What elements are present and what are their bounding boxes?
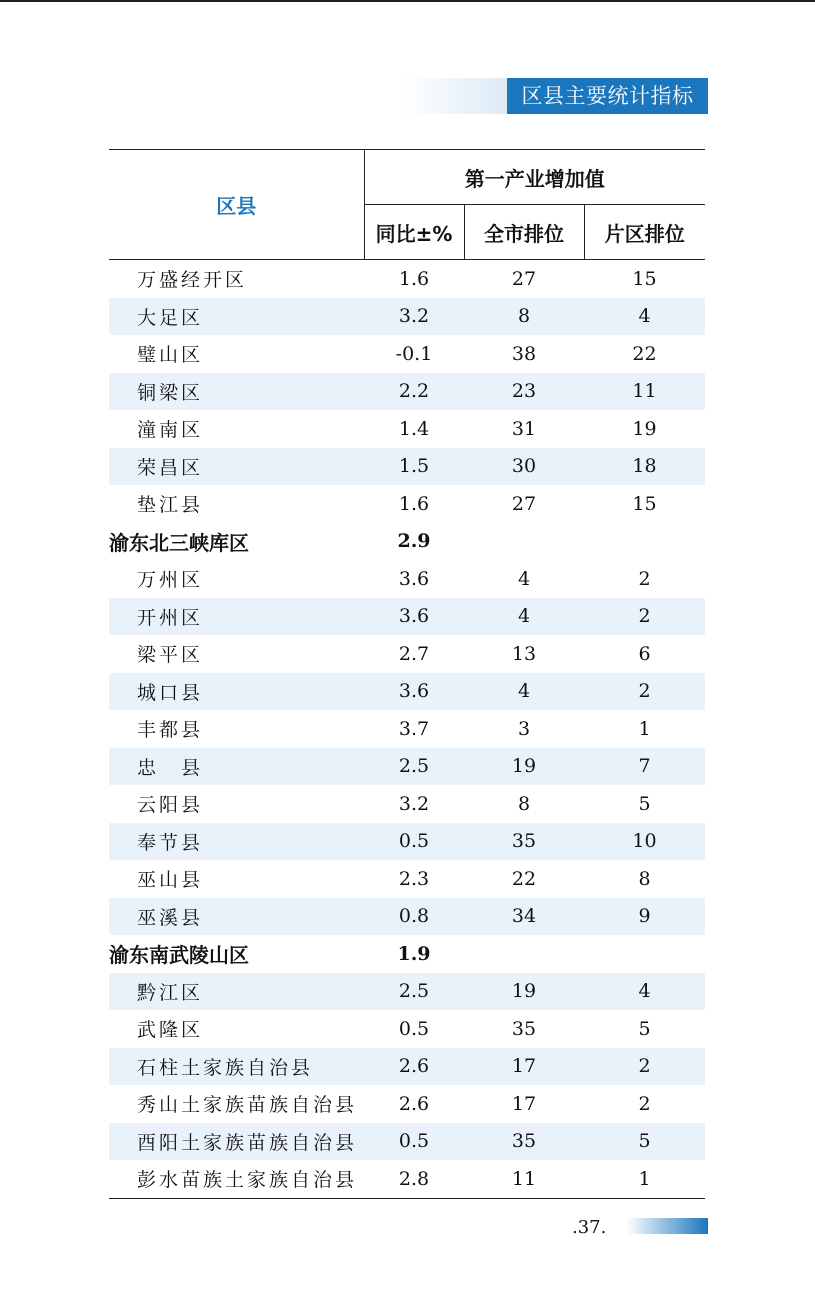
county-name-cell: 巫溪县: [109, 898, 364, 936]
table-row: [109, 1123, 705, 1161]
group-row: [109, 935, 705, 973]
area-rank-cell: 5: [638, 1017, 651, 1040]
county-name-cell: 万盛经开区: [137, 269, 248, 292]
city-rank-cell: 19: [464, 748, 584, 786]
yoy-cell: 2.6: [364, 1048, 464, 1086]
top-rule: [0, 0, 815, 2]
group-row: [109, 523, 705, 561]
column-header-area-rank: 片区排位: [584, 205, 705, 260]
yoy-cell: 2.3: [398, 867, 430, 890]
yoy-cell: 2.7: [398, 642, 430, 665]
city-rank-cell: [464, 935, 584, 973]
yoy-cell: 3.6: [364, 598, 464, 636]
county-name-cell: 酉阳土家族苗族自治县: [109, 1123, 364, 1161]
area-rank-cell: 4: [584, 973, 705, 1011]
city-rank-cell: 11: [464, 1160, 584, 1198]
table-row: [109, 710, 705, 748]
yoy-cell: 2.8: [364, 1160, 464, 1198]
table-row: [109, 485, 705, 523]
county-name-cell: 彭水苗族土家族自治县: [109, 1160, 364, 1198]
table-row: [109, 823, 705, 861]
area-rank-cell: 2: [584, 1048, 705, 1086]
column-header-city-rank: 全市排位: [464, 205, 584, 260]
area-rank-cell: 22: [632, 342, 657, 365]
city-rank-cell: 38: [511, 342, 537, 365]
yoy-cell: 2.2: [364, 373, 464, 411]
county-name-cell: 忠 县: [109, 748, 364, 786]
area-rank-cell: 2: [638, 1092, 651, 1115]
yoy-cell: 0.8: [364, 898, 464, 936]
table-row: [109, 1160, 705, 1198]
county-name-cell: 渝东南武陵山区: [109, 943, 249, 968]
table-row: [109, 373, 705, 411]
yoy-cell: 2.6: [398, 1092, 430, 1115]
city-rank-cell: 4: [464, 598, 584, 636]
table-row: [109, 860, 705, 898]
table-row: [109, 598, 705, 636]
county-name-cell: 梁平区: [137, 644, 204, 667]
county-name-cell: 潼南区: [137, 419, 204, 442]
table-row: [109, 335, 705, 373]
city-rank-cell: 27: [511, 267, 537, 290]
county-name-cell: 开州区: [109, 598, 364, 636]
city-rank-cell: 8: [464, 298, 584, 336]
table-row: [109, 448, 705, 486]
section-title: 区县主要统计指标: [507, 78, 708, 114]
city-rank-cell: 22: [511, 867, 537, 890]
city-rank-cell: 30: [464, 448, 584, 486]
county-name-cell: 秀山土家族苗族自治县: [137, 1094, 358, 1117]
table-row: [109, 298, 705, 336]
county-name-cell: 万州区: [137, 569, 204, 592]
column-header-group: 第一产业增加值: [364, 150, 705, 205]
table-row: [109, 410, 705, 448]
table-row: [109, 635, 705, 673]
city-rank-cell: 35: [511, 1017, 537, 1040]
county-name-cell: 渝东北三峡库区: [109, 530, 249, 555]
city-rank-cell: 3: [517, 717, 531, 740]
yoy-cell: 0.5: [364, 823, 464, 861]
header-gradient-band: [400, 78, 510, 114]
yoy-cell: 3.6: [364, 673, 464, 711]
table-row: [109, 973, 705, 1011]
city-rank-cell: 17: [464, 1048, 584, 1086]
county-name-cell: 铜梁区: [109, 373, 364, 411]
city-rank-cell: 19: [464, 973, 584, 1011]
area-rank-cell: 2: [584, 598, 705, 636]
yoy-cell: 3.7: [398, 717, 430, 740]
area-rank-cell: 1: [584, 1160, 705, 1198]
area-rank-cell: 5: [584, 1123, 705, 1161]
area-rank-cell: 1: [638, 717, 651, 740]
table-row: [109, 748, 705, 786]
area-rank-cell: 11: [584, 373, 705, 411]
table-row: [109, 898, 705, 936]
area-rank-cell: 7: [584, 748, 705, 786]
area-rank-cell: [584, 523, 705, 561]
city-rank-cell: 8: [517, 792, 531, 815]
area-rank-cell: 8: [638, 867, 651, 890]
county-name-cell: 云阳县: [137, 794, 204, 817]
yoy-cell: 0.5: [364, 1123, 464, 1161]
yoy-cell: 0.5: [398, 1017, 430, 1040]
county-name-cell: 荣昌区: [109, 448, 364, 486]
table-row: [109, 785, 705, 823]
table-row: [109, 1085, 705, 1123]
yoy-cell: 2.5: [364, 748, 464, 786]
city-rank-cell: 35: [464, 1123, 584, 1161]
yoy-cell: 3.2: [364, 298, 464, 336]
city-rank-cell: 4: [517, 567, 531, 590]
area-rank-cell: 9: [584, 898, 705, 936]
county-name-cell: 石柱土家族自治县: [109, 1048, 364, 1086]
table-row: [109, 1010, 705, 1048]
yoy-cell: 1.6: [398, 492, 430, 515]
area-rank-cell: 4: [584, 298, 705, 336]
column-header-county: 区县: [109, 150, 364, 260]
county-name-cell: 巫山县: [137, 869, 204, 892]
county-name-cell: 城口县: [109, 673, 364, 711]
yoy-cell: 1.4: [398, 417, 430, 440]
city-rank-cell: 17: [511, 1092, 537, 1115]
county-name-cell: 垫江县: [137, 494, 204, 517]
table-row: [109, 673, 705, 711]
area-rank-cell: 5: [638, 792, 651, 815]
table-body: [109, 260, 705, 1199]
city-rank-cell: 23: [464, 373, 584, 411]
city-rank-cell: 4: [464, 673, 584, 711]
footer-gradient-bar: [626, 1218, 708, 1234]
yoy-cell: 1.6: [398, 267, 430, 290]
county-name-cell: 璧山区: [137, 344, 204, 367]
area-rank-cell: 2: [638, 567, 651, 590]
city-rank-cell: [464, 523, 584, 561]
city-rank-cell: 27: [511, 492, 537, 515]
yoy-cell: 2.5: [364, 973, 464, 1011]
county-name-cell: 黔江区: [109, 973, 364, 1011]
city-rank-cell: 35: [464, 823, 584, 861]
area-rank-cell: 19: [632, 417, 657, 440]
statistics-table: [109, 149, 705, 1199]
county-name-cell: 大足区: [109, 298, 364, 336]
area-rank-cell: 15: [632, 267, 657, 290]
city-rank-cell: 13: [511, 642, 537, 665]
county-name-cell: 奉节县: [109, 823, 364, 861]
area-rank-cell: 15: [632, 492, 657, 515]
yoy-cell: 2.9: [397, 530, 431, 553]
area-rank-cell: 2: [584, 673, 705, 711]
table-row: [109, 560, 705, 598]
yoy-cell: 3.6: [398, 567, 430, 590]
county-name-cell: 武隆区: [137, 1019, 204, 1042]
column-header-yoy: 同比±%: [364, 205, 464, 260]
area-rank-cell: 10: [584, 823, 705, 861]
yoy-cell: 1.5: [364, 448, 464, 486]
area-rank-cell: 6: [638, 642, 651, 665]
yoy-cell: 1.9: [397, 942, 431, 965]
city-rank-cell: 31: [511, 417, 537, 440]
table-row: [109, 260, 705, 298]
table-row: [109, 1048, 705, 1086]
page-number: .37.: [572, 1217, 607, 1238]
county-name-cell: 丰都县: [137, 719, 204, 742]
area-rank-cell: [584, 935, 705, 973]
city-rank-cell: 34: [464, 898, 584, 936]
yoy-cell: 3.2: [398, 792, 430, 815]
area-rank-cell: 18: [584, 448, 705, 486]
yoy-cell: -0.1: [395, 342, 433, 365]
